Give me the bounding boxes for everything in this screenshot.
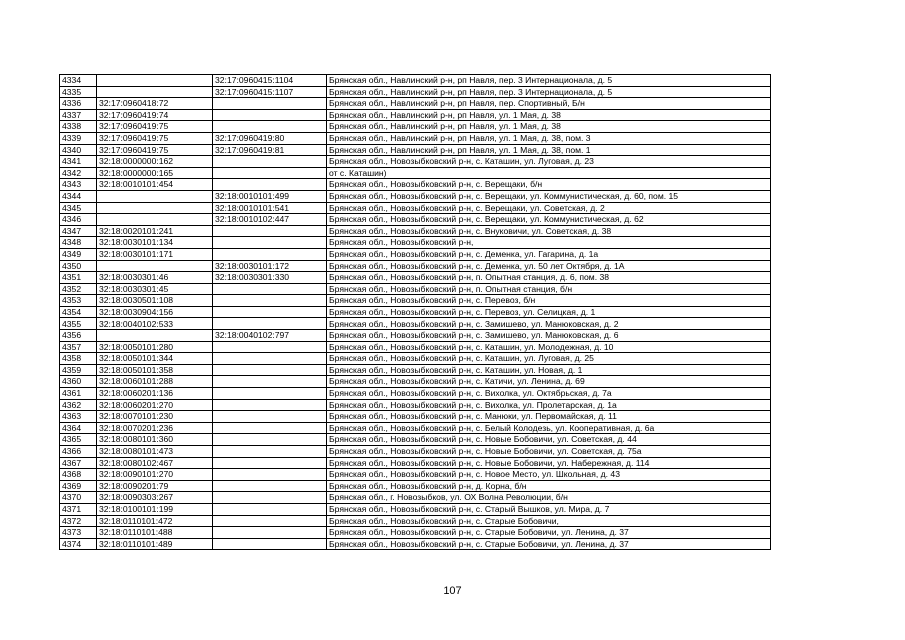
address-cell: Брянская обл., Навлинский р-н, рп Навля, ул. 1 Мая, д. 38, пом. 1	[327, 144, 771, 156]
address-cell: Брянская обл., Новозыбковский р-н, д. Корна, б/н	[327, 480, 771, 492]
row-number-cell: 4344	[60, 190, 97, 202]
object-cadastral-number-cell	[213, 411, 327, 423]
table-row	[60, 295, 771, 307]
row-number-cell: 4351	[60, 272, 97, 284]
object-cadastral-number-cell	[213, 341, 327, 353]
address-cell: Брянская обл., Навлинский р-н, рп Навля, пер. Спортивный, Б/н	[327, 98, 771, 110]
object-cadastral-number-cell	[213, 515, 327, 527]
table-row	[60, 388, 771, 400]
land-cadastral-number-cell: 32:18:0040102:533	[97, 318, 213, 330]
address-cell: Брянская обл., Новозыбковский р-н, с. Новые Бобовичи, ул. Советская, д. 44	[327, 434, 771, 446]
object-cadastral-number-cell	[213, 434, 327, 446]
address-cell: Брянская обл., Новозыбковский р-н, с. Перевоз, ул. Селицкая, д. 1	[327, 306, 771, 318]
land-cadastral-number-cell: 32:18:0020101:241	[97, 225, 213, 237]
object-cadastral-number-cell	[213, 179, 327, 191]
table-row	[60, 237, 771, 249]
address-cell: Брянская обл., Новозыбковский р-н, с. Новое Место, ул. Школьная, д. 43	[327, 469, 771, 481]
table-row	[60, 330, 771, 342]
address-cell: Брянская обл., Навлинский р-н, рп Навля, пер. 3 Интернационала, д. 5	[327, 75, 771, 87]
row-number-cell: 4341	[60, 156, 97, 168]
land-cadastral-number-cell: 32:18:0050101:280	[97, 341, 213, 353]
address-cell: Брянская обл., Новозыбковский р-н, с. Каташин, ул. Новая, д. 1	[327, 364, 771, 376]
table-row	[60, 364, 771, 376]
object-cadastral-number-cell	[213, 480, 327, 492]
land-cadastral-number-cell: 32:18:0030501:108	[97, 295, 213, 307]
address-cell: Брянская обл., Навлинский р-н, рп Навля, пер. 3 Интернационала, д. 5	[327, 86, 771, 98]
row-number-cell: 4335	[60, 86, 97, 98]
object-cadastral-number-cell	[213, 492, 327, 504]
row-number-cell: 4338	[60, 121, 97, 133]
object-cadastral-number-cell: 32:18:0010102:447	[213, 214, 327, 226]
table-row	[60, 121, 771, 133]
address-cell: Брянская обл., Новозыбковский р-н, с. Замишево, ул. Манюковская, д. 2	[327, 318, 771, 330]
object-cadastral-number-cell	[213, 353, 327, 365]
object-cadastral-number-cell	[213, 376, 327, 388]
table-row	[60, 248, 771, 260]
row-number-cell: 4374	[60, 538, 97, 550]
object-cadastral-number-cell: 32:18:0030301:330	[213, 272, 327, 284]
object-cadastral-number-cell: 32:18:0040102:797	[213, 330, 327, 342]
land-cadastral-number-cell: 32:18:0090303:267	[97, 492, 213, 504]
address-cell: Брянская обл., Навлинский р-н, рп Навля, ул. 1 Мая, д. 38, пом. 3	[327, 132, 771, 144]
table-row	[60, 480, 771, 492]
land-cadastral-number-cell: 32:18:0100101:199	[97, 503, 213, 515]
object-cadastral-number-cell	[213, 399, 327, 411]
row-number-cell: 4365	[60, 434, 97, 446]
table-row	[60, 179, 771, 191]
address-cell: Брянская обл., Новозыбковский р-н, с. Катичи, ул. Ленина, д. 69	[327, 376, 771, 388]
land-cadastral-number-cell: 32:17:0960419:75	[97, 121, 213, 133]
address-cell: Брянская обл., Новозыбковский р-н, п. Опытная станция, д. 6, пом. 38	[327, 272, 771, 284]
table-row	[60, 98, 771, 110]
row-number-cell: 4355	[60, 318, 97, 330]
table-row	[60, 376, 771, 388]
land-cadastral-number-cell: 32:18:0010101:454	[97, 179, 213, 191]
object-cadastral-number-cell	[213, 446, 327, 458]
address-cell: Брянская обл., Новозыбковский р-н, с. Внуковичи, ул. Советская, д. 38	[327, 225, 771, 237]
land-cadastral-number-cell: 32:18:0110101:489	[97, 538, 213, 550]
row-number-cell: 4334	[60, 75, 97, 87]
row-number-cell: 4347	[60, 225, 97, 237]
land-cadastral-number-cell: 32:18:0050101:344	[97, 353, 213, 365]
address-cell: Брянская обл., Новозыбковский р-н, с. Замишево, ул. Манюковская, д. 6	[327, 330, 771, 342]
registry-table-body	[60, 75, 771, 550]
row-number-cell: 4343	[60, 179, 97, 191]
object-cadastral-number-cell	[213, 295, 327, 307]
address-cell: Брянская обл., Новозыбковский р-н, с. Старые Бобовичи, ул. Ленина, д. 37	[327, 527, 771, 539]
address-cell: Брянская обл., Новозыбковский р-н, с. Новые Бобовичи, ул. Советская, д. 75а	[327, 446, 771, 458]
row-number-cell: 4353	[60, 295, 97, 307]
table-row	[60, 457, 771, 469]
land-cadastral-number-cell: 32:18:0060201:270	[97, 399, 213, 411]
object-cadastral-number-cell	[213, 318, 327, 330]
land-cadastral-number-cell: 32:18:0030101:134	[97, 237, 213, 249]
address-cell: Брянская обл., Новозыбковский р-н, с. Каташин, ул. Луговая, д. 23	[327, 156, 771, 168]
object-cadastral-number-cell: 32:18:0010101:541	[213, 202, 327, 214]
table-row	[60, 469, 771, 481]
table-row	[60, 214, 771, 226]
row-number-cell: 4372	[60, 515, 97, 527]
address-cell: Брянская обл., Навлинский р-н, рп Навля, ул. 1 Мая, д. 38	[327, 121, 771, 133]
table-row	[60, 260, 771, 272]
row-number-cell: 4336	[60, 98, 97, 110]
land-cadastral-number-cell: 32:17:0960419:75	[97, 144, 213, 156]
row-number-cell: 4358	[60, 353, 97, 365]
row-number-cell: 4370	[60, 492, 97, 504]
land-cadastral-number-cell: 32:17:0960418:72	[97, 98, 213, 110]
table-row	[60, 503, 771, 515]
address-cell: Брянская обл., Новозыбковский р-н, с. Вихолка, ул. Пролетарская, д. 1а	[327, 399, 771, 411]
address-cell: Брянская обл., Навлинский р-н, рп Навля, ул. 1 Мая, д. 38	[327, 109, 771, 121]
table-row	[60, 283, 771, 295]
object-cadastral-number-cell	[213, 98, 327, 110]
table-row	[60, 399, 771, 411]
table-row	[60, 538, 771, 550]
row-number-cell: 4371	[60, 503, 97, 515]
row-number-cell: 4369	[60, 480, 97, 492]
land-cadastral-number-cell	[97, 330, 213, 342]
address-cell: Брянская обл., Новозыбковский р-н, с. Старые Бобовичи, ул. Ленина, д. 37	[327, 538, 771, 550]
object-cadastral-number-cell	[213, 248, 327, 260]
row-number-cell: 4368	[60, 469, 97, 481]
row-number-cell: 4345	[60, 202, 97, 214]
object-cadastral-number-cell: 32:17:0960419:80	[213, 132, 327, 144]
land-cadastral-number-cell: 32:18:0080101:360	[97, 434, 213, 446]
land-cadastral-number-cell: 32:17:0960419:74	[97, 109, 213, 121]
address-cell: Брянская обл., Новозыбковский р-н, с. Белый Колодезь, ул. Кооперативная, д. 6а	[327, 422, 771, 434]
page-number: 107	[443, 585, 462, 597]
address-cell: Брянская обл., Новозыбковский р-н, с. Деменка, ул. 50 лет Октября, д. 1А	[327, 260, 771, 272]
table-row	[60, 156, 771, 168]
registry-table	[59, 74, 771, 550]
object-cadastral-number-cell	[213, 469, 327, 481]
address-cell: Брянская обл., Новозыбковский р-н, с. Манюки, ул. Первомайская, д. 11	[327, 411, 771, 423]
row-number-cell: 4357	[60, 341, 97, 353]
land-cadastral-number-cell: 32:18:0110101:488	[97, 527, 213, 539]
address-cell: Брянская обл., Новозыбковский р-н, с. Перевоз, б/н	[327, 295, 771, 307]
table-row	[60, 411, 771, 423]
table-row	[60, 86, 771, 98]
row-number-cell: 4356	[60, 330, 97, 342]
address-cell: Брянская обл., Новозыбковский р-н, с. Вихолка, ул. Октябрьская, д. 7а	[327, 388, 771, 400]
object-cadastral-number-cell	[213, 121, 327, 133]
table-row	[60, 132, 771, 144]
row-number-cell: 4337	[60, 109, 97, 121]
address-cell: Брянская обл., Новозыбковский р-н, с. Верещаки, ул. Коммунистическая, д. 62	[327, 214, 771, 226]
table-row	[60, 167, 771, 179]
land-cadastral-number-cell	[97, 86, 213, 98]
address-cell: Брянская обл., Новозыбковский р-н, с. Верещаки, б/н	[327, 179, 771, 191]
land-cadastral-number-cell	[97, 214, 213, 226]
row-number-cell: 4366	[60, 446, 97, 458]
table-row	[60, 109, 771, 121]
row-number-cell: 4360	[60, 376, 97, 388]
object-cadastral-number-cell	[213, 364, 327, 376]
land-cadastral-number-cell: 32:17:0960419:75	[97, 132, 213, 144]
address-cell: Брянская обл., Новозыбковский р-н,	[327, 237, 771, 249]
address-cell: Брянская обл., Новозыбковский р-н, с. Верещаки, ул. Советская, д. 2	[327, 202, 771, 214]
object-cadastral-number-cell	[213, 388, 327, 400]
land-cadastral-number-cell: 32:18:0090101:270	[97, 469, 213, 481]
row-number-cell: 4373	[60, 527, 97, 539]
address-cell: Брянская обл., Новозыбковский р-н, с. Старые Бобовичи,	[327, 515, 771, 527]
row-number-cell: 4354	[60, 306, 97, 318]
land-cadastral-number-cell: 32:18:0000000:162	[97, 156, 213, 168]
row-number-cell: 4364	[60, 422, 97, 434]
land-cadastral-number-cell	[97, 260, 213, 272]
table-row	[60, 190, 771, 202]
object-cadastral-number-cell: 32:17:0960415:1107	[213, 86, 327, 98]
table-row	[60, 202, 771, 214]
table-row	[60, 318, 771, 330]
table-row	[60, 225, 771, 237]
address-cell: Брянская обл., Новозыбковский р-н, с. Старый Вышков, ул. Мира, д. 7	[327, 503, 771, 515]
object-cadastral-number-cell	[213, 457, 327, 469]
row-number-cell: 4349	[60, 248, 97, 260]
object-cadastral-number-cell	[213, 283, 327, 295]
object-cadastral-number-cell	[213, 422, 327, 434]
row-number-cell: 4350	[60, 260, 97, 272]
table-row	[60, 353, 771, 365]
land-cadastral-number-cell: 32:18:0110101:472	[97, 515, 213, 527]
row-number-cell: 4367	[60, 457, 97, 469]
table-row	[60, 272, 771, 284]
land-cadastral-number-cell: 32:18:0090201:79	[97, 480, 213, 492]
object-cadastral-number-cell: 32:17:0960419:81	[213, 144, 327, 156]
object-cadastral-number-cell	[213, 109, 327, 121]
object-cadastral-number-cell	[213, 225, 327, 237]
row-number-cell: 4340	[60, 144, 97, 156]
table-row	[60, 527, 771, 539]
land-cadastral-number-cell: 32:18:0030904:156	[97, 306, 213, 318]
object-cadastral-number-cell: 32:18:0030101:172	[213, 260, 327, 272]
table-row	[60, 75, 771, 87]
row-number-cell: 4348	[60, 237, 97, 249]
row-number-cell: 4346	[60, 214, 97, 226]
address-cell: Брянская обл., Новозыбковский р-н, с. Верещаки, ул. Коммунистическая, д. 60, пом. 15	[327, 190, 771, 202]
land-cadastral-number-cell	[97, 190, 213, 202]
row-number-cell: 4342	[60, 167, 97, 179]
table-row	[60, 341, 771, 353]
object-cadastral-number-cell	[213, 306, 327, 318]
land-cadastral-number-cell: 32:18:0060201:136	[97, 388, 213, 400]
row-number-cell: 4361	[60, 388, 97, 400]
land-cadastral-number-cell: 32:18:0080101:473	[97, 446, 213, 458]
object-cadastral-number-cell: 32:17:0960415:1104	[213, 75, 327, 87]
table-row	[60, 492, 771, 504]
address-cell: Брянская обл., Новозыбковский р-н, п. Опытная станция, б/н	[327, 283, 771, 295]
address-cell: Брянская обл., г. Новозыбков, ул. ОХ Волна Революции, б/н	[327, 492, 771, 504]
object-cadastral-number-cell	[213, 538, 327, 550]
land-cadastral-number-cell: 32:18:0030301:45	[97, 283, 213, 295]
object-cadastral-number-cell: 32:18:0010101:499	[213, 190, 327, 202]
row-number-cell: 4362	[60, 399, 97, 411]
table-row	[60, 144, 771, 156]
land-cadastral-number-cell: 32:18:0060101:288	[97, 376, 213, 388]
row-number-cell: 4363	[60, 411, 97, 423]
land-cadastral-number-cell	[97, 75, 213, 87]
land-cadastral-number-cell: 32:18:0070101:230	[97, 411, 213, 423]
table-row	[60, 306, 771, 318]
land-cadastral-number-cell: 32:18:0000000:165	[97, 167, 213, 179]
object-cadastral-number-cell	[213, 503, 327, 515]
address-cell: Брянская обл., Новозыбковский р-н, с. Каташин, ул. Молодежная, д. 10	[327, 341, 771, 353]
land-cadastral-number-cell	[97, 202, 213, 214]
land-cadastral-number-cell: 32:18:0080102:467	[97, 457, 213, 469]
object-cadastral-number-cell	[213, 167, 327, 179]
land-cadastral-number-cell: 32:18:0070201:236	[97, 422, 213, 434]
object-cadastral-number-cell	[213, 156, 327, 168]
address-cell: Брянская обл., Новозыбковский р-н, с. Деменка, ул. Гагарина, д. 1а	[327, 248, 771, 260]
row-number-cell: 4352	[60, 283, 97, 295]
object-cadastral-number-cell	[213, 527, 327, 539]
land-cadastral-number-cell: 32:18:0030301:46	[97, 272, 213, 284]
table-row	[60, 446, 771, 458]
row-number-cell: 4339	[60, 132, 97, 144]
table-row	[60, 515, 771, 527]
table-row	[60, 422, 771, 434]
land-cadastral-number-cell: 32:18:0030101:171	[97, 248, 213, 260]
row-number-cell: 4359	[60, 364, 97, 376]
address-cell: от с. Каташин)	[327, 167, 771, 179]
object-cadastral-number-cell	[213, 237, 327, 249]
address-cell: Брянская обл., Новозыбковский р-н, с. Каташин, ул. Луговая, д. 25	[327, 353, 771, 365]
address-cell: Брянская обл., Новозыбковский р-н, с. Новые Бобовичи, ул. Набережная, д. 114	[327, 457, 771, 469]
table-row	[60, 434, 771, 446]
land-cadastral-number-cell: 32:18:0050101:358	[97, 364, 213, 376]
